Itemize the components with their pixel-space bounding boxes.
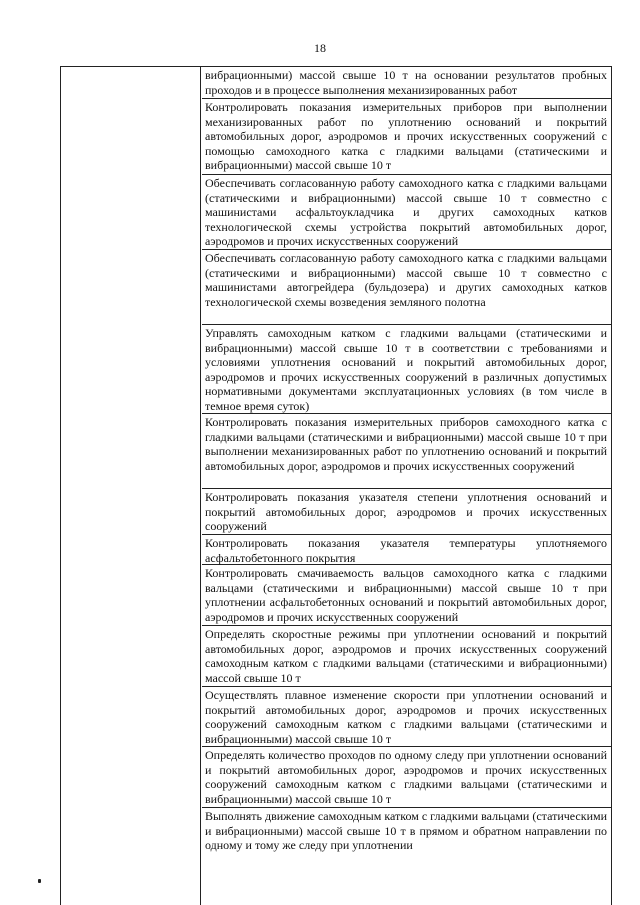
margin-dot <box>38 879 41 883</box>
table-row: Определять скоростные режимы при уплотнении оснований и покрытий автомобильных дорог, аэродромов и прочих искусственных сооружений самоходным катком с гладкими вальцами (статическими и вибрационными) массой свыше 10 т <box>202 626 611 687</box>
page-number: 18 <box>314 41 326 55</box>
table-row: Осуществлять плавное изменение скорости при уплотнении оснований и покрытий автомобильных дорог, аэродромов и прочих искусственных сооружений самоходным катком с гладкими вальцами (статическими и вибрационными) массой свыше 10 т <box>202 687 611 747</box>
table-row: Контролировать показания измерительных приборов самоходного катка с гладкими вальцами (статическими и вибрационными) массой свыше 10 т при выполнении механизированных работ по уплотнению оснований и покрытий автомобильных дорог, аэродромов и прочих искусственных сооружений <box>202 414 611 489</box>
table-left-column <box>61 67 201 905</box>
table-row: Контролировать показания измерительных приборов при выполнении механизированных работ по уплотнению оснований и покрытий автомобильных дорог, аэродромов и прочих искусственных сооружений с помощью самоходного катка с гладкими вальцами (статическими и вибрационными) массой свыше 10 т <box>202 99 611 175</box>
requirements-table <box>60 66 612 905</box>
table-row: Управлять самоходным катком с гладкими вальцами (статическими и вибрационными) массой свыше 10 т в соответствии с требованиями и условиями уплотнения оснований и покрытий автомобильных дорог, аэродромов и прочих искусственных сооружений в различных допустимых нормативными документами эксплуатационных условиях (в том числе в темное время суток) <box>202 325 611 414</box>
table-row: Обеспечивать согласованную работу самоходного катка с гладкими вальцами (статическими и вибрационными) массой свыше 10 т совместно с машинистами асфальтоукладчика и других самоходных катков технологической схемы устройства покрытий автомобильных дорог, аэродромов и прочих искусственных сооружений <box>202 175 611 250</box>
table-right-column <box>202 67 611 868</box>
table-row: Обеспечивать согласованную работу самоходного катка с гладкими вальцами (статическими и вибрационными) массой свыше 10 т совместно с машинистами автогрейдера (бульдозера) и других самоходных катков технологической схемы возведения земляного полотна <box>202 250 611 325</box>
table-row: вибрационными) массой свыше 10 т на основании результатов пробных проходов и в процессе выполнения механизированных работ <box>202 67 611 99</box>
table-row: Контролировать смачиваемость вальцов самоходного катка с гладкими вальцами (статическими и вибрационными) массой свыше 10 т при уплотнении асфальтобетонных оснований и покрытий автомобильных дорог, аэродромов и прочих искусственных сооружений <box>202 565 611 626</box>
table-row: Выполнять движение самоходным катком с гладкими вальцами (статическими и вибрационными) массой свыше 10 т в прямом и обратном направлении по одному и тому же следу при уплотнении <box>205 809 607 852</box>
table-row: Определять количество проходов по одному следу при уплотнении оснований и покрытий автомобильных дорог, аэродромов и прочих искусственных сооружений самоходным катком с гладкими вальцами (статическими и вибрационными) массой свыше 10 т <box>202 747 611 808</box>
table-row: Контролировать показания указателя степени уплотнения оснований и покрытий автомобильных дорог, аэродромов и прочих искусственных сооружений <box>202 489 611 535</box>
table-row: Контролировать показания указателя температуры уплотняемого асфальтобетонного покрытия <box>202 535 611 565</box>
